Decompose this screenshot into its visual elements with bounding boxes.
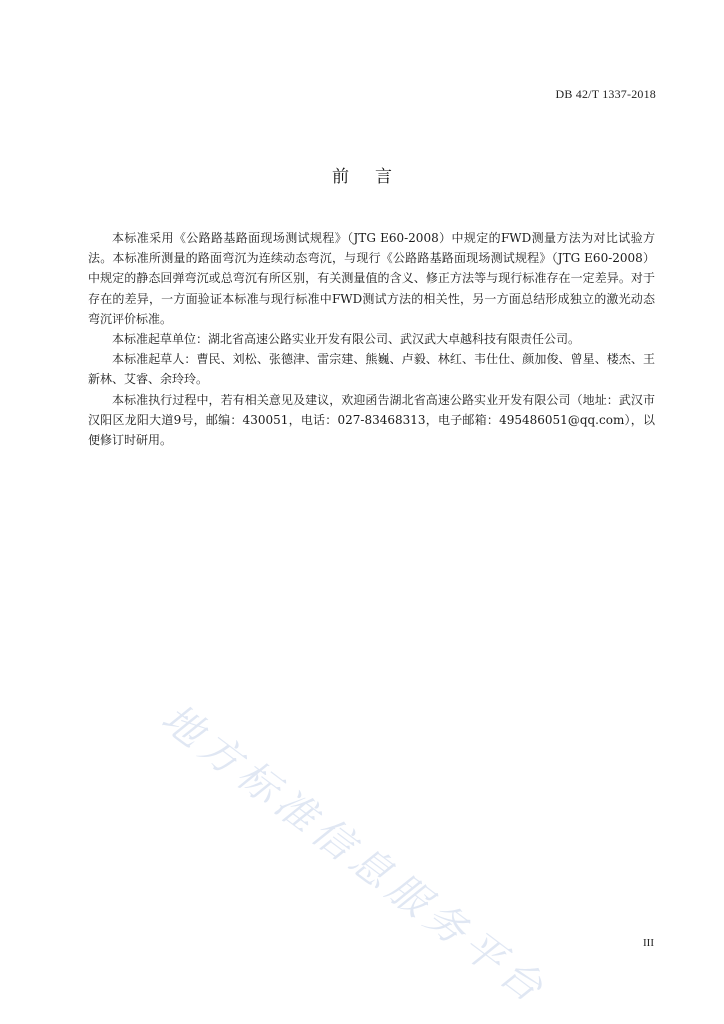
paragraph-feedback: 本标准执行过程中，若有相关意见及建议，欢迎函告湖北省高速公路实业开发有限公司（地址：武汉市汉阳区龙阳大道9号，邮编：430051，电话：027-83468313，电子邮箱：495486051@qq.com），以便修订时研用。 bbox=[88, 392, 655, 448]
watermark-text: 地方标准信息服务平台 bbox=[152, 695, 556, 1015]
page-number: III bbox=[643, 937, 654, 949]
paragraph-drafting-units: 本标准起草单位：湖北省高速公路实业开发有限公司、武汉武大卓越科技有限责任公司。 bbox=[112, 332, 581, 347]
standard-code: DB 42/T 1337-2018 bbox=[555, 87, 656, 101]
paragraph-adoption: 本标准采用《公路路基路面现场测试规程》（JTG E60-2008）中规定的FWD测量方法为对比试验方法。本标准所测量的路面弯沉为连续动态弯沉，与现行《公路路基路面现场测试规程》（JTG E60-2008）中规定的静态回弹弯沉或总弯沉有所区别，有关测量值的含义、修正方法等与现行标准存在一定差异。对于存在的差异，一方面验证本标准与现行标准中FWD测试方法的相关性，另一方面总结形成独立的激光动态弯沉评价标准。 bbox=[88, 231, 655, 326]
page-title: 前言 bbox=[332, 167, 418, 187]
foreword-body bbox=[88, 228, 655, 450]
paragraph-drafters: 本标准起草人：曹民、刘松、张德津、雷宗建、熊巍、卢毅、林红、韦仕仕、颜加俊、曾星、楼杰、王新林、艾睿、余玲玲。 bbox=[88, 352, 655, 387]
